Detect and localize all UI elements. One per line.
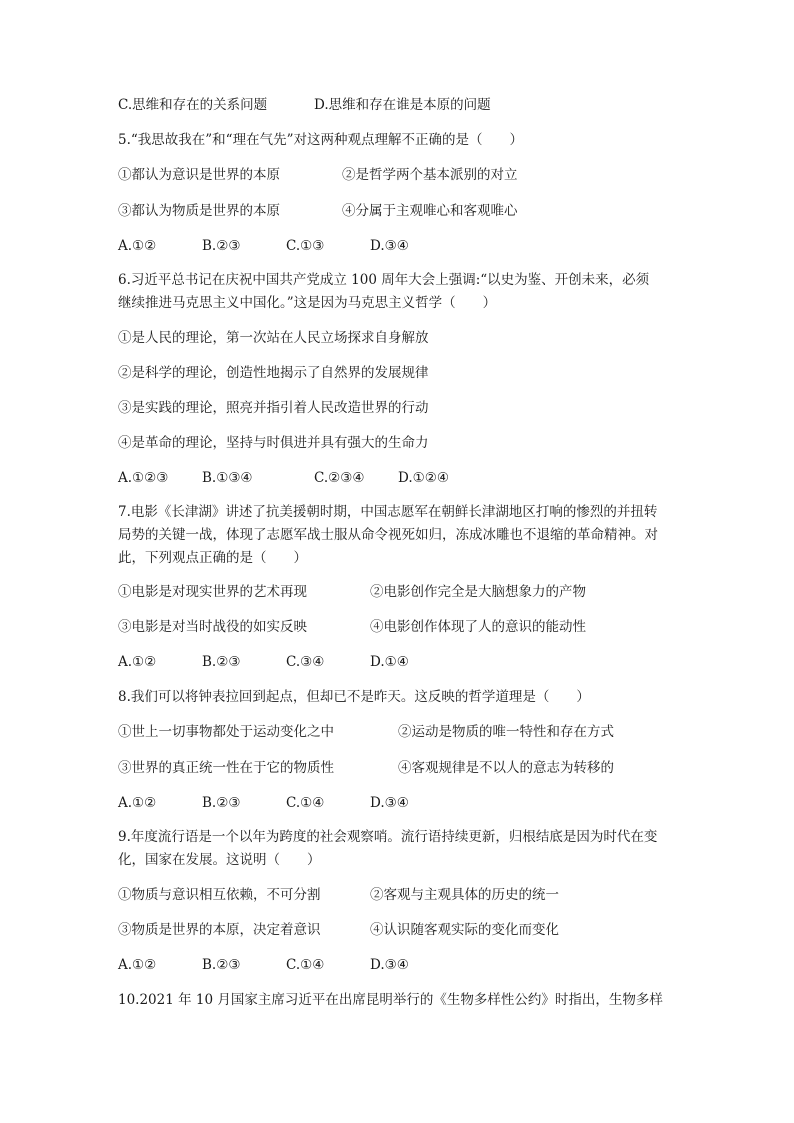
q5-stem: 5.“我思故我在”和“理在气先”对这两种观点理解不正确的是（ ）: [118, 132, 523, 148]
q6-statement-3: ③是实践的理论，照亮并指引着人民改造世界的行动: [118, 400, 429, 416]
q8-option-c: C.①④: [286, 795, 325, 811]
q6-stem-line1: 6.习近平总书记在庆祝中国共产党成立 100 周年大会上强调:“以史为鉴、开创未来，必须: [118, 272, 650, 288]
q9-stem-line1: 9.年度流行语是一个以年为跨度的社会观察哨。流行语持续更新，归根结底是因为时代在变: [118, 829, 658, 845]
q7-statement-4: ④电影创作体现了人的意识的能动性: [370, 619, 586, 635]
q5-statement-2: ②是哲学两个基本派别的对立: [342, 167, 518, 183]
q5-statement-3: ③都认为物质是世界的本原: [118, 203, 280, 219]
q9-statement-4: ④认识随客观实际的变化而变化: [370, 922, 559, 938]
q5-option-c: C.①③: [286, 238, 325, 254]
q7-option-b: B.②③: [202, 654, 241, 670]
q9-option-c: C.①④: [286, 957, 325, 973]
q9-stem-line2: 化，国家在发展。这说明（ ）: [118, 852, 321, 868]
q6-statement-2: ②是科学的理论，创造性地揭示了自然界的发展规律: [118, 365, 429, 381]
q8-statement-4: ④客观规律是不以人的意志为转移的: [398, 760, 614, 776]
q5-option-a: A.①②: [118, 238, 157, 254]
q4-option-d: D.思维和存在谁是本原的问题: [314, 97, 491, 113]
q6-option-b: B.①③④: [202, 470, 253, 486]
q8-statement-3: ③世界的真正统一性在于它的物质性: [118, 760, 334, 776]
q9-statement-1: ①物质与意识相互依赖，不可分割: [118, 887, 321, 903]
q10-stem-line1: 10.2021 年 10 月国家主席习近平在出席昆明举行的《生物多样性公约》时指出，生物多样: [118, 992, 663, 1008]
q7-statement-3: ③电影是对当时战役的如实反映: [118, 619, 307, 635]
q9-statements-row1: [118, 886, 559, 904]
q7-option-a: A.①②: [118, 654, 157, 670]
q8-statements-row2: [118, 759, 614, 777]
q8-statement-2: ②运动是物质的唯一特性和存在方式: [398, 724, 614, 740]
q6-statement-1: ①是人民的理论，第一次站在人民立场探求自身解放: [118, 330, 429, 346]
q6-option-a: A.①②③: [118, 470, 169, 486]
q8-option-d: D.③④: [370, 795, 409, 811]
q9-option-d: D.③④: [370, 957, 409, 973]
q8-option-a: A.①②: [118, 795, 157, 811]
q9-option-b: B.②③: [202, 957, 241, 973]
q5-option-d: D.③④: [370, 238, 409, 254]
q8-option-b: B.②③: [202, 795, 241, 811]
q9-statement-3: ③物质是世界的本原，决定着意识: [118, 922, 321, 938]
q6-statement-4: ④是革命的理论，坚持与时俱进并具有强大的生命力: [118, 435, 429, 451]
q7-option-c: C.③④: [286, 654, 325, 670]
q8-stem: 8.我们可以将钟表拉回到起点，但却已不是昨天。这反映的哲学道理是（ ）: [118, 689, 590, 705]
q8-statement-1: ①世上一切事物都处于运动变化之中: [118, 724, 334, 740]
q5-statement-4: ④分属于主观唯心和客观唯心: [342, 203, 518, 219]
q6-stem-line2: 继续推进马克思主义中国化。”这是因为马克思主义哲学（ ）: [118, 295, 497, 311]
q4-option-c: C.思维和存在的关系问题: [118, 97, 268, 113]
q5-option-b: B.②③: [202, 238, 241, 254]
q5-statements-row2: [118, 202, 518, 220]
q7-option-d: D.①④: [370, 654, 409, 670]
q9-statements-row2: [118, 921, 559, 939]
q7-stem-line2: 局势的关键一战，体现了志愿军战士服从命令视死如归，冻成冰雕也不退缩的革命精神。对: [118, 527, 658, 543]
q5-statement-1: ①都认为意识是世界的本原: [118, 167, 280, 183]
q7-stem-line3: 此，下列观点正确的是（ ）: [118, 550, 307, 566]
q6-option-c: C.②③④: [314, 470, 365, 486]
q9-statement-2: ②客观与主观具体的历史的统一: [370, 887, 559, 903]
q7-statement-2: ②电影创作完全是大脑想象力的产物: [370, 584, 586, 600]
q7-statements-row1: [118, 583, 586, 601]
q9-option-a: A.①②: [118, 957, 157, 973]
q7-stem-line1: 7.电影《长津湖》讲述了抗美援朝时期，中国志愿军在朝鲜长津湖地区打响的惨烈的并扭转: [118, 504, 658, 520]
q6-option-d: D.①②④: [398, 470, 449, 486]
q7-statements-row2: [118, 618, 586, 636]
q8-statements-row1: [118, 723, 614, 741]
q5-statements-row1: [118, 166, 518, 184]
q7-statement-1: ①电影是对现实世界的艺术再现: [118, 584, 307, 600]
